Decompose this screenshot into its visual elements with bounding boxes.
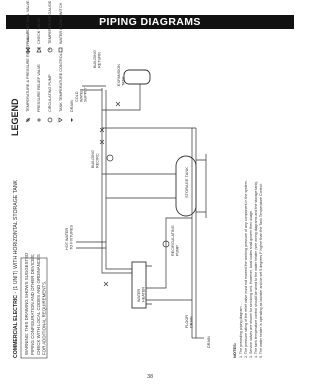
legend [10,0,74,136]
note-5: 5. The water heater is operating as booster and be set 5 degrees F higher than the Tank Temperature Control. [259,183,263,358]
note-1: 1. The preceding piping diagram ... [239,302,243,358]
warning-line-3: CHECK WITH LOCAL CODES AND ORDINANCES [36,254,41,355]
storage-tank [176,154,206,218]
page-title: PIPING DIAGRAMS [99,16,201,28]
flow-switch-icon [59,48,62,52]
label-hot-water: HOT WATERTO FIXTURES [65,224,74,250]
note-3: 3. Service valves are shown for servicing unit. However, local codes shall govern their usage. [249,209,253,358]
warning-line-4: FOR ADDITIONAL REQUIREMENTS. [41,280,47,355]
ball-valves-2 [104,102,120,286]
pipe-expansion [102,84,140,110]
warning-line-2: PIPING CONFIGURATION AND OTHER DEVICES; [30,253,35,355]
diagram-heading: COMMERCIAL ELECTRIC - (1 UNIT) WITH HORIZONTAL STORAGE TANK [13,179,19,358]
label-floor-drain: FLOORDRAIN [185,314,194,328]
pipe-hot-supply [102,88,132,273]
label-recirc-pump: RECIRCULATINGPUMP [171,225,180,256]
legend-item-6: FULL PORT BALL VALVE [26,0,30,44]
pipe-hot-supply-2 [106,90,132,269]
check-valve-icon [37,48,41,52]
expansion-tank [124,70,150,84]
pipe-fixtures [76,242,106,248]
note-4: 4. The tank temperature control should be wired to the water heater (see wiring diagrams and the storage tank). [254,180,258,358]
legend-item-7: CHECK VALVE [37,17,41,44]
tp-valve-icon [26,118,30,122]
label-cold-supply: COLDWATERSUPPLY [75,87,88,102]
warning-box [21,253,47,358]
tank-control-icon [59,118,62,122]
pump-icon [48,118,52,122]
label-water-heater: WATERHEATER [137,286,146,302]
legend-item-9: WATER FLOW SWITCH [59,2,63,44]
label-expansion: EXPANSIONTANK [117,64,126,86]
label-drain-left: DRAIN [207,336,211,348]
note-2: 2. The pressure rating of the relief valve must not exceed the working pressure of any component in the system. [244,180,248,358]
pressure-relief-icon [37,118,41,122]
schematic-labels [65,50,211,348]
gauge-icon [48,48,52,52]
legend-item-1: TEMPERATURE & PRESSURE RELIEF VALVE [26,30,30,112]
legend-item-8: TEMPERATURE GAUGE [48,0,52,44]
legend-item-5: DRAIN [70,100,74,112]
warning-line-1: WARNING: THIS DRAWING SHOWS SUGGESTED [24,252,29,355]
label-return: BUILDINGRETURN [93,50,102,68]
pipe-heater-return [146,218,192,300]
page-number: 38 [146,374,154,380]
legend-item-3: CIRCULATING PUMP [48,74,52,112]
legend-item-2: PRESSURE RELIEF VALVE [37,64,41,112]
legend-item-4: TANK TEMPERATURE CONTROL [59,53,63,112]
drain-icon [71,118,73,122]
notes [232,180,263,358]
legend-title: LEGEND [10,98,20,136]
notes-title: NOTES: [232,342,237,358]
label-storage-tank: STORAGE TANK [184,167,189,198]
label-recirc: BUILDINGRECIRC [91,150,100,168]
pump-icon-2 [107,155,113,161]
